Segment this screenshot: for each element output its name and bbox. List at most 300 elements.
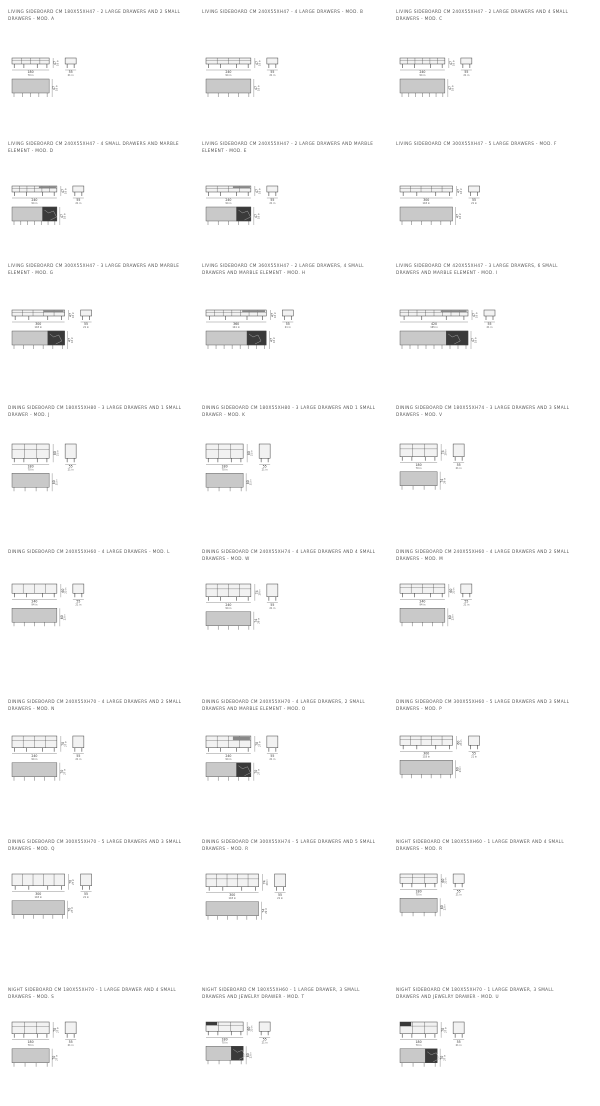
depth-in-label: 21 in (471, 202, 478, 205)
height-cm-label: 70 (60, 741, 65, 746)
depth-in-label: 21 in (463, 603, 470, 607)
plan-height-in-label: 18 in (257, 85, 261, 91)
width-cm-label: 180 (221, 1037, 228, 1042)
depth-cm-label: 55 (464, 599, 469, 604)
depth-cm-label: 55 (262, 1037, 267, 1042)
sideboard-drawing (8, 548, 188, 668)
plan-view (12, 79, 49, 93)
height-in-label: 27 in (72, 878, 76, 885)
plan-height-cm-label: 47 (59, 213, 64, 219)
plan-height-in-label: 18 in (257, 213, 261, 219)
width-in-label: 70 in (27, 74, 34, 77)
width-cm-label: 240 (419, 70, 426, 75)
width-cm-label: 360 (233, 322, 240, 327)
height-in-label: 31 in (56, 450, 60, 457)
depth-in-label: 21 in (261, 468, 268, 472)
model-title: LIVING SIDEBOARD CM 360X55XH47 - 2 LARGE DRAWERS, 4 SMALL DRAWERS AND MARBLE ELEMENT - MOD. H (202, 263, 364, 275)
side-view (65, 58, 76, 64)
height-cm-label: 47 (68, 312, 73, 318)
front-view (12, 874, 92, 919)
width-in-label: 94 in (31, 757, 38, 761)
plan-height-cm-label: 80 (52, 480, 57, 485)
depth-in-label: 21 in (75, 202, 82, 205)
model-title: LIVING SIDEBOARD CM 240X55XH47 - 2 LARGE DRAWERS AND MARBLE ELEMENT - MOD. E (202, 141, 374, 153)
height-in-label: 29 in (444, 449, 448, 456)
side-view (267, 736, 278, 748)
width-in-label: 94 in (225, 757, 232, 761)
depth-in-label: 21 in (463, 74, 470, 77)
side-view (461, 584, 472, 593)
plan-height-in-label: 27 in (257, 768, 261, 775)
sideboard-drawing (8, 838, 188, 958)
marble-inlay-front (39, 186, 56, 188)
depth-in-label: 21 in (455, 893, 462, 897)
height-in-label: 18 in (258, 188, 262, 194)
height-cm-label: 47 (270, 312, 275, 318)
plan-height-cm-label: 47 (455, 213, 460, 219)
sideboard-drawing (8, 140, 188, 260)
front-view (206, 310, 293, 349)
sideboard-drawing (8, 404, 188, 524)
model-card (396, 8, 576, 128)
sideboard-drawing (202, 838, 382, 958)
plan-view (12, 473, 49, 487)
plan-view (400, 608, 445, 622)
sideboard-drawing (396, 140, 576, 260)
width-in-label: 70 in (27, 468, 34, 472)
height-cm-label: 47 (448, 60, 453, 66)
model-card (396, 404, 576, 524)
plan-view (400, 207, 453, 221)
sideboard-drawing (396, 262, 576, 382)
side-view (259, 444, 270, 458)
depth-cm-label: 55 (68, 1039, 73, 1044)
plan-height-cm-label: 47 (67, 337, 72, 343)
height-cm-label: 74 (254, 590, 259, 595)
plan-view (400, 898, 437, 912)
front-view (400, 584, 472, 626)
model-title: LIVING SIDEBOARD CM 300X55XH47 - 3 LARGE DRAWERS AND MARBLE ELEMENT - MOD. G (8, 263, 180, 275)
depth-in-label: 21 in (284, 326, 291, 329)
height-cm-label: 47 (254, 188, 259, 194)
width-cm-label: 180 (415, 889, 422, 894)
model-title: LIVING SIDEBOARD CM 240X55XH47 - 2 LARGE DRAWERS AND 4 SMALL DRAWERS - MOD. C (396, 9, 569, 21)
marble-element (446, 331, 468, 345)
sideboard-drawing (202, 8, 382, 128)
depth-cm-label: 55 (270, 753, 275, 758)
plan-height-cm-label: 47 (471, 337, 475, 343)
model-title: DINING SIDEBOARD CM 180X55XH80 - 3 LARGE DRAWERS AND 1 SMALL DRAWER - MOD. J (8, 405, 182, 417)
model-card (202, 8, 382, 128)
side-view (453, 444, 464, 457)
plan-view (400, 79, 445, 93)
plan-height-cm-label: 60 (455, 767, 460, 772)
model-card (202, 404, 382, 524)
height-in-label: 23 in (444, 877, 448, 884)
height-cm-label: 80 (247, 451, 252, 456)
depth-in-label: 21 in (269, 606, 276, 610)
front-view (206, 58, 278, 97)
side-view (73, 736, 84, 748)
marble-element (43, 207, 57, 221)
sideboard-drawing (202, 548, 382, 668)
sideboard-drawing (396, 698, 576, 818)
front-view (12, 584, 84, 626)
height-cm-label: 70 (254, 741, 259, 746)
sideboard-drawing (396, 548, 576, 668)
depth-in-label: 21 in (261, 1041, 268, 1045)
height-in-label: 31 in (250, 450, 254, 457)
plan-view (400, 760, 453, 774)
height-cm-label: 60 (247, 1026, 252, 1031)
model-title: DINING SIDEBOARD CM 240X55XH60 - 4 LARGE DRAWERS AND 2 SMALL DRAWERS - MOD. M (396, 549, 570, 561)
model-card (202, 140, 382, 260)
model-title: DINING SIDEBOARD CM 300X55XH74 - 5 LARGE DRAWERS AND 5 SMALL DRAWERS - MOD. R (202, 839, 376, 851)
plan-height-in-label: 18 in (459, 213, 463, 219)
depth-cm-label: 55 (278, 892, 283, 897)
cabinet-body (12, 444, 49, 458)
plan-view (12, 608, 57, 622)
sideboard-drawing (8, 8, 188, 128)
depth-in-label: 21 in (75, 757, 82, 761)
depth-cm-label: 55 (76, 599, 81, 604)
height-in-label: 18 in (273, 312, 277, 318)
width-cm-label: 300 (35, 322, 42, 327)
width-in-label: 94 in (31, 202, 38, 205)
depth-cm-label: 55 (487, 322, 492, 327)
model-title: DINING SIDEBOARD CM 240X55XH70 - 4 LARGE DRAWERS, 2 SMALL DRAWERS AND MARBLE ELEMENT - MOD. O (202, 699, 366, 711)
side-view (73, 186, 84, 192)
marble-inlay-front (233, 737, 250, 741)
depth-cm-label: 55 (76, 753, 81, 758)
height-in-label: 18 in (72, 312, 76, 318)
model-card (8, 140, 188, 260)
front-view (400, 444, 464, 490)
plan-height-in-label: 18 in (63, 213, 67, 219)
width-in-label: 165 in (430, 326, 438, 329)
side-view (469, 186, 480, 192)
height-cm-label: 60 (456, 740, 461, 745)
depth-cm-label: 55 (285, 322, 290, 327)
plan-view (12, 901, 65, 915)
marble-element (247, 331, 266, 345)
width-cm-label: 240 (225, 70, 232, 75)
width-cm-label: 240 (419, 599, 426, 604)
depth-cm-label: 55 (262, 464, 267, 469)
width-cm-label: 300 (229, 892, 236, 897)
model-card (202, 262, 382, 382)
cabinet-body (206, 444, 243, 458)
depth-in-label: 21 in (269, 757, 276, 761)
side-view (267, 58, 278, 64)
depth-in-label: 21 in (455, 466, 462, 470)
plan-height-in-label: 23 in (451, 614, 455, 621)
height-cm-label: 70 (441, 1027, 446, 1032)
sideboard-drawing (8, 986, 188, 1106)
model-title: LIVING SIDEBOARD CM 420X55XH47 - 3 LARGE DRAWERS, 6 SMALL DRAWERS AND MARBLE ELEMENT - MOD. I (396, 263, 558, 275)
width-in-label: 94 in (419, 603, 426, 607)
plan-height-cm-label: 47 (52, 85, 57, 91)
width-in-label: 70 in (221, 1041, 228, 1045)
plan-height-in-label: 23 in (459, 766, 463, 773)
height-cm-label: 47 (60, 188, 65, 194)
width-cm-label: 300 (423, 751, 430, 756)
side-view (267, 584, 278, 597)
depth-in-label: 21 in (67, 1043, 74, 1047)
marble-element (48, 331, 65, 345)
height-in-label: 29 in (258, 589, 262, 596)
plan-height-cm-label: 47 (253, 213, 258, 219)
plan-height-in-label: 29 in (443, 477, 447, 484)
front-view (12, 444, 76, 491)
sideboard-drawing (396, 838, 576, 958)
plan-height-cm-label: 74 (440, 478, 445, 483)
marble-element (237, 763, 251, 777)
width-cm-label: 180 (27, 464, 34, 469)
height-in-label: 18 in (460, 188, 464, 194)
plan-height-in-label: 29 in (257, 617, 261, 624)
model-card (8, 262, 188, 382)
plan-height-in-label: 18 in (55, 85, 59, 91)
depth-in-label: 21 in (83, 895, 90, 899)
depth-cm-label: 55 (456, 462, 461, 467)
model-card (202, 548, 382, 668)
height-in-label: 29 in (266, 879, 270, 886)
plan-height-in-label: 23 in (443, 904, 447, 911)
front-view (400, 874, 464, 916)
plan-view (12, 1049, 49, 1063)
front-view (206, 584, 278, 630)
side-view (81, 874, 92, 886)
height-in-label: 23 in (460, 739, 464, 746)
model-title: NIGHT SIDEBOARD CM 180X55XH70 - 1 LARGE DRAWER, 3 SMALL DRAWERS AND JEWELRY DRAWER - MOD. U (396, 987, 554, 999)
model-card (8, 8, 188, 128)
side-view (453, 1022, 464, 1034)
width-cm-label: 240 (225, 198, 232, 203)
depth-cm-label: 55 (270, 198, 275, 203)
marble-inlay-front (44, 310, 64, 312)
width-cm-label: 240 (225, 602, 232, 607)
sideboard-drawing (202, 140, 382, 260)
height-in-label: 27 in (444, 1026, 448, 1033)
side-view (73, 584, 84, 593)
depth-cm-label: 55 (68, 70, 73, 75)
model-title: LIVING SIDEBOARD CM 180X55XH47 - 2 LARGE DRAWERS AND 2 SMALL DRAWERS - MOD. A (8, 9, 181, 21)
model-card (8, 548, 188, 668)
model-card (8, 838, 188, 958)
plan-height-cm-label: 70 (52, 1055, 57, 1060)
jewelry-drawer (400, 1022, 411, 1026)
side-view (453, 874, 464, 883)
model-card (202, 986, 382, 1106)
depth-in-label: 21 in (277, 896, 284, 900)
depth-cm-label: 55 (270, 70, 275, 75)
height-cm-label: 80 (53, 451, 58, 456)
height-cm-label: 74 (441, 450, 446, 455)
side-view (65, 444, 76, 458)
height-in-label: 27 in (56, 1026, 60, 1033)
depth-cm-label: 55 (456, 1039, 461, 1044)
model-title: NIGHT SIDEBOARD CM 180X55XH60 - 1 LARGE DRAWER, 3 SMALL DRAWERS AND JEWELRY DRAWER - MOD. T (202, 987, 360, 999)
front-view (206, 874, 286, 920)
front-view (206, 736, 278, 781)
jewelry-drawer (206, 1022, 217, 1025)
plan-height-in-label: 27 in (55, 1054, 59, 1061)
cabinet-body (400, 736, 453, 745)
width-in-label: 70 in (221, 468, 228, 472)
plan-view (206, 902, 259, 916)
depth-in-label: 21 in (269, 202, 276, 205)
front-view (206, 1022, 270, 1064)
width-in-label: 94 in (225, 74, 232, 77)
sideboard-drawing (8, 698, 188, 818)
sideboard-drawing (396, 8, 576, 128)
depth-in-label: 21 in (67, 468, 74, 472)
height-cm-label: 47 (456, 188, 461, 194)
front-view (206, 186, 278, 225)
depth-cm-label: 55 (456, 889, 461, 894)
sideboard-drawing (396, 986, 576, 1106)
front-view (12, 186, 84, 225)
model-title: DINING SIDEBOARD CM 240X55XH70 - 4 LARGE DRAWERS AND 2 SMALL DRAWERS - MOD. N (8, 699, 182, 711)
height-in-label: 23 in (452, 587, 456, 594)
width-in-label: 118 in (34, 895, 43, 899)
front-view (206, 444, 270, 491)
side-view (461, 58, 472, 64)
side-view (267, 186, 278, 192)
cabinet-body (400, 444, 437, 457)
depth-cm-label: 55 (76, 198, 81, 203)
plan-height-in-label: 29 in (265, 907, 269, 914)
depth-in-label: 21 in (83, 326, 90, 329)
width-in-label: 118 in (228, 896, 237, 900)
model-title: DINING SIDEBOARD CM 180X55XH80 - 3 LARGE DRAWERS AND 1 SMALL DRAWER - MOD. K (202, 405, 376, 417)
front-view (400, 1022, 464, 1067)
plan-height-cm-label: 60 (440, 905, 445, 910)
sideboard-drawing (396, 404, 576, 524)
plan-height-in-label: 27 in (63, 768, 67, 775)
side-view (282, 310, 293, 316)
depth-in-label: 21 in (486, 326, 493, 329)
model-card (8, 986, 188, 1106)
cabinet-body (400, 186, 453, 192)
width-in-label: 94 in (225, 606, 232, 610)
height-in-label: 18 in (452, 60, 456, 66)
width-in-label: 70 in (415, 466, 422, 470)
front-view (400, 310, 495, 349)
height-cm-label: 60 (448, 588, 453, 593)
width-cm-label: 180 (415, 462, 422, 467)
front-view (400, 736, 480, 778)
plan-height-cm-label: 70 (59, 769, 64, 774)
plan-height-in-label: 23 in (63, 614, 67, 621)
width-cm-label: 240 (225, 753, 232, 758)
model-title: LIVING SIDEBOARD CM 240X55XH47 - 4 LARGE DRAWERS - MOD. B (202, 9, 364, 14)
height-cm-label: 60 (60, 588, 65, 593)
cabinet-body (206, 874, 259, 887)
width-in-label: 70 in (27, 1043, 34, 1047)
model-card (202, 698, 382, 818)
height-cm-label: 74 (262, 880, 267, 885)
width-in-label: 94 in (225, 202, 232, 205)
height-in-label: 18 in (56, 60, 60, 66)
width-cm-label: 240 (31, 753, 38, 758)
plan-height-in-label: 18 in (474, 337, 478, 343)
plan-height-cm-label: 70 (253, 769, 258, 774)
model-card (396, 548, 576, 668)
cabinet-body (400, 874, 437, 883)
marble-element (237, 207, 251, 221)
model-title: LIVING SIDEBOARD CM 300X55XH47 - 5 LARGE DRAWERS - MOD. F (396, 141, 557, 146)
width-cm-label: 240 (31, 198, 38, 203)
model-card (8, 404, 188, 524)
side-view (81, 310, 92, 316)
depth-in-label: 21 in (75, 603, 82, 607)
depth-cm-label: 55 (68, 464, 73, 469)
plan-height-in-label: 18 in (272, 337, 276, 343)
height-in-label: 27 in (258, 740, 262, 747)
width-cm-label: 180 (27, 1039, 34, 1044)
model-title: DINING SIDEBOARD CM 300X55XH60 - 5 LARGE DRAWERS AND 3 SMALL DRAWERS - MOD. P (396, 699, 570, 711)
depth-cm-label: 55 (472, 751, 477, 756)
depth-cm-label: 55 (472, 198, 477, 203)
model-card (396, 262, 576, 382)
plan-height-cm-label: 47 (269, 337, 274, 343)
model-card (396, 838, 576, 958)
model-card (396, 698, 576, 818)
height-cm-label: 60 (441, 878, 446, 883)
model-title: DINING SIDEBOARD CM 300X55XH70 - 5 LARGE DRAWERS AND 3 SMALL DRAWERS - MOD. Q (8, 839, 182, 851)
cabinet-body (12, 1022, 49, 1034)
plan-height-cm-label: 80 (246, 480, 251, 485)
depth-cm-label: 55 (270, 602, 275, 607)
plan-view (206, 473, 243, 487)
plan-height-cm-label: 47 (253, 85, 258, 91)
side-view (259, 1022, 270, 1031)
width-cm-label: 300 (35, 891, 42, 896)
plan-height-in-label: 18 in (451, 85, 455, 91)
model-card (202, 838, 382, 958)
depth-in-label: 21 in (471, 755, 478, 759)
cabinet-body (12, 874, 65, 886)
model-title: DINING SIDEBOARD CM 180X55XH74 - 3 LARGE DRAWERS AND 3 SMALL DRAWERS - MOD. V (396, 405, 570, 417)
plan-height-in-label: 23 in (249, 1052, 253, 1059)
height-cm-label: 47 (472, 312, 476, 318)
plan-height-cm-label: 60 (447, 615, 452, 620)
depth-in-label: 21 in (455, 1043, 462, 1047)
height-in-label: 18 in (64, 188, 68, 194)
model-card (396, 986, 576, 1106)
front-view (400, 186, 480, 225)
width-in-label: 118 in (422, 755, 431, 759)
sideboard-drawing (8, 262, 188, 382)
width-in-label: 94 in (31, 603, 38, 607)
sideboard-drawing (202, 262, 382, 382)
model-title: NIGHT SIDEBOARD CM 180X55XH70 - 1 LARGE DRAWER AND 4 SMALL DRAWERS - MOD. S (8, 987, 177, 999)
plan-height-in-label: 27 in (71, 906, 75, 913)
width-in-label: 94 in (419, 74, 426, 77)
width-cm-label: 180 (415, 1039, 422, 1044)
width-in-label: 118 in (422, 202, 431, 205)
front-view (12, 58, 76, 97)
depth-cm-label: 55 (464, 70, 469, 75)
height-cm-label: 47 (53, 60, 58, 66)
plan-height-cm-label: 47 (447, 85, 452, 91)
plan-view (206, 79, 251, 93)
front-view (12, 310, 92, 349)
width-in-label: 70 in (415, 1043, 422, 1047)
depth-in-label: 21 in (67, 74, 74, 77)
